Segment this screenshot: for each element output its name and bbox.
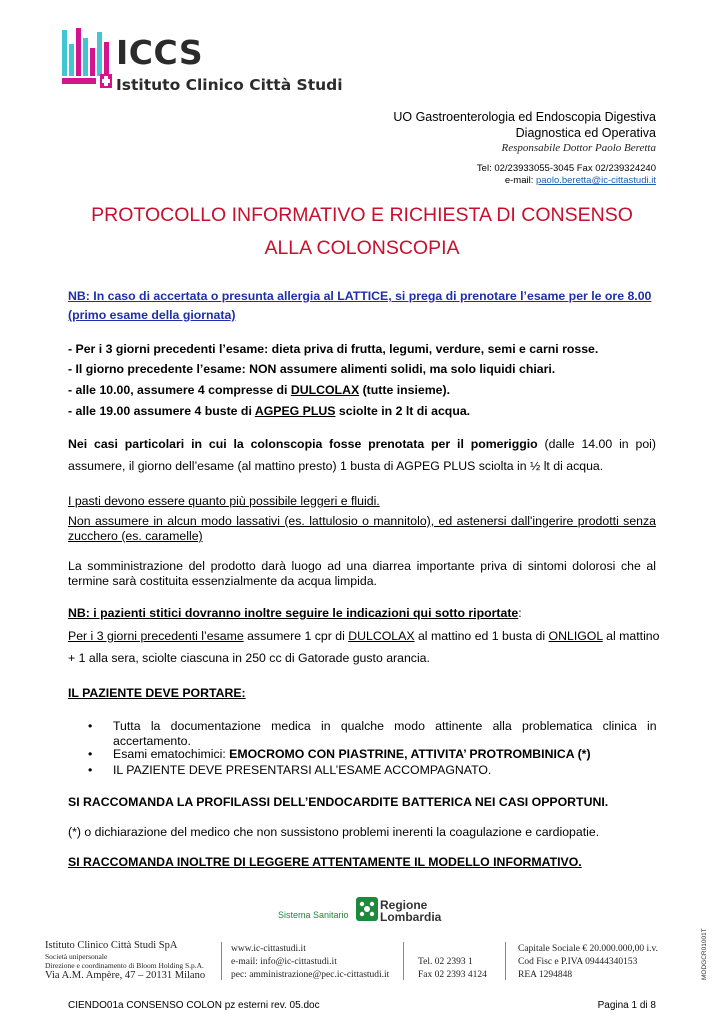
document-title-line-2: ALLA COLONSCOPIA — [264, 237, 460, 259]
email-line — [477, 175, 656, 187]
stitici-line-1: Per i 3 giorni precedenti l’esame assumere 1 cpr di DULCOLAX al mattino ed 1 busta di ONLIGOL al mattino — [68, 629, 660, 643]
bullet-icon: • — [88, 763, 93, 777]
email-label: e-mail: — [504, 175, 536, 186]
iccs-logo — [62, 28, 343, 100]
logo-acronym: ICCS — [116, 33, 204, 72]
logo-mark-icon — [62, 28, 114, 92]
afternoon-line-1: Nei casi particolari in cui la colonscopia fosse prenotata per il pomeriggio (dalle 14.00 in poi) — [68, 437, 657, 451]
document-filename: CIENDO01a CONSENSO COLON pz esterni rev. 05.doc — [68, 1000, 320, 1011]
department-line-1: UO Gastroenterologia ed Endoscopia Digestiva — [393, 110, 656, 124]
profilassi-note: SI RACCOMANDA LA PROFILASSI DELL’ENDOCARDITE BATTERICA NEI CASI OPPORTUNI. — [68, 795, 609, 809]
laxatives-note-line-1: Non assumere in alcun modo lassativi (es. lattulosio o mannitolo), ed astenersi dall'ingerire prodotti senza — [68, 514, 656, 528]
module-code: MODGCR01001T — [701, 928, 708, 980]
rosa-camuna-icon — [356, 897, 378, 921]
instruction-diet: - Per i 3 giorni precedenti l’esame: dieta priva di frutta, legumi, verdure, semi e carni rosse. — [68, 342, 599, 356]
bring-heading: IL PAZIENTE DEVE PORTARE: — [68, 686, 246, 700]
bring-item-blood-tests: • Esami ematochimici: EMOCROMO CON PIASTRINE, ATTIVITA’ PROTROMBINICA (*) — [88, 747, 591, 761]
regione-subtitle: Sistema Sanitario — [278, 910, 349, 920]
tel-fax: Tel: 02/23933055-3045 Fax 02/239324240 — [476, 163, 656, 174]
laxatives-note-line-2: zucchero (es. caramelle) — [68, 529, 203, 543]
drug-agpeg-plus: AGPEG PLUS — [254, 404, 336, 418]
responsible-doctor: Responsabile Dottor Paolo Beretta — [501, 142, 656, 154]
afternoon-line-2: assumere, il giorno dell’esame (al mattino presto) 1 busta di AGPEG PLUS sciolta in ½ lt di acqua. — [68, 459, 604, 473]
bullet-icon: • — [88, 747, 93, 761]
drug-dulcolax: DULCOLAX — [290, 383, 360, 397]
page-number: Pagina 1 di 8 — [597, 1000, 656, 1011]
nb-latex-line-2: (primo esame della giornata) — [68, 308, 236, 322]
effect-line-1: La somministrazione del prodotto darà luogo ad una diarrea importante priva di sintomi dolorosi che al — [68, 559, 656, 573]
drug-dulcolax-2: DULCOLAX — [348, 629, 415, 643]
drug-onligol: ONLIGOL — [548, 629, 603, 643]
logo-institute-name: Istituto Clinico Città Studi — [116, 76, 343, 94]
read-model-note: SI RACCOMANDA INOLTRE DI LEGGERE ATTENTAMENTE IL MODELLO INFORMATIVO. — [68, 855, 582, 869]
email-link[interactable]: paolo.beretta@ic-cittastudi.it — [535, 175, 656, 186]
instruction-dulcolax: - alle 10.00, assumere 4 compresse di DULCOLAX (tutte insieme). — [68, 383, 451, 397]
regione-lombardia-logo — [278, 893, 478, 929]
footer-divider — [403, 942, 404, 980]
instruction-agpeg: - alle 19.00 assumere 4 buste di AGPEG PLUS sciolte in 2 lt di acqua. — [68, 404, 471, 418]
bring-item-accompanied: • IL PAZIENTE DEVE PRESENTARSI ALL’ESAME ACCOMPAGNATO. — [88, 763, 492, 777]
department-info — [393, 109, 656, 155]
nb-latex-line-1: NB: In caso di accertata o presunta allergia al LATTICE, si prega di prenotare l’esame per le ore 8.00 — [68, 289, 652, 303]
bring-item-documentation: • Tutta la documentazione medica in qualche modo attinente alla problematica clinica in accertamento. — [88, 719, 657, 748]
department-line-2: Diagnostica ed Operativa — [515, 126, 656, 140]
footer-divider — [505, 942, 506, 980]
instruction-day-before: - Il giorno precedente l’esame: NON assumere alimenti solidi, ma solo liquidi chiari. — [68, 362, 556, 376]
stitici-line-2: + 1 alla sera, sciolte ciascuna in 250 cc di Gatorade gusto arancia. — [68, 651, 430, 665]
coagulation-declaration: (*) o dichiarazione del medico che non sussistono problemi inerenti la coagulazione e cardiopatie. — [68, 825, 600, 839]
contact-info — [477, 163, 656, 187]
effect-line-2: termine sarà costituita essenzialmente da acqua limpida. — [68, 574, 377, 588]
meals-note: I pasti devono essere quanto più possibile leggeri e fluidi. — [68, 494, 380, 508]
document-title-line-1: PROTOCOLLO INFORMATIVO E RICHIESTA DI CONSENSO — [91, 204, 633, 226]
footer-divider — [221, 942, 222, 980]
regione-name: Regione Lombardia — [380, 898, 442, 924]
bullet-icon: • — [88, 719, 93, 733]
stitici-heading: NB: i pazienti stitici dovranno inoltre seguire le indicazioni qui sotto riportate: — [68, 606, 522, 620]
